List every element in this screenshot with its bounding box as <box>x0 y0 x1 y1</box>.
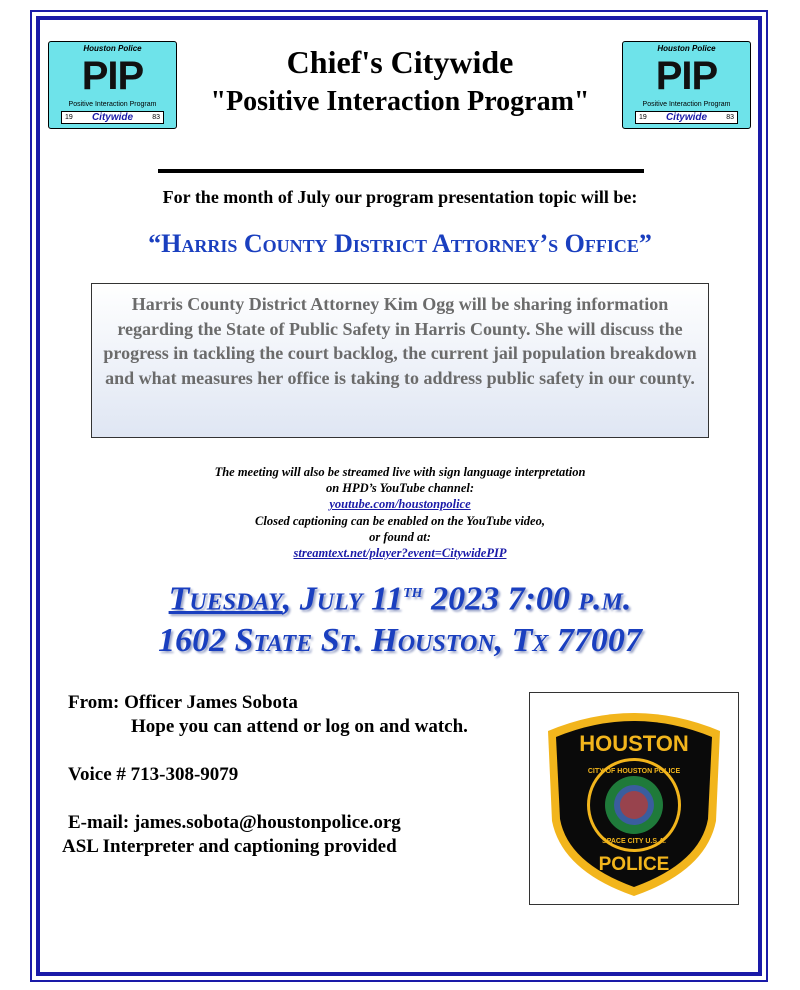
logo-top-text: Houston Police <box>83 44 142 53</box>
logo-banner-text: Citywide <box>91 112 134 123</box>
contact-voice: Voice # 713-308-9079 <box>68 764 239 785</box>
police-badge-frame <box>529 692 739 905</box>
event-date-suffix: th <box>403 580 423 602</box>
stream-info <box>0 464 800 561</box>
divider-rule <box>158 169 644 173</box>
event-address: 1602 State St. Houston, Tx 77007 <box>158 622 642 659</box>
contact-asl: ASL Interpreter and captioning provided <box>62 836 397 857</box>
page-title: Chief's Citywide <box>286 44 514 80</box>
logo-year-right: 83 <box>152 114 160 121</box>
event-date <box>0 580 800 618</box>
stream-line-1: The meeting will also be streamed live with sign language interpretation <box>214 465 586 479</box>
contact-hope: Hope you can attend or log on and watch. <box>131 716 468 737</box>
page-subtitle: "Positive Interaction Program" <box>210 86 590 117</box>
badge-ring-top-text: CITY OF HOUSTON POLICE <box>587 768 681 775</box>
badge-bottom-text: POLICE <box>598 854 670 875</box>
event-date-rest: 2023 7:00 p.m. <box>422 580 632 618</box>
intro-text: For the month of July our program presentation topic will be: <box>162 187 638 207</box>
logo-year-left: 19 <box>65 114 73 121</box>
description-box <box>91 283 709 438</box>
logo-banner-text: Citywide <box>665 112 708 123</box>
event-day: Tuesday <box>168 580 283 618</box>
logo-letters: PIP <box>655 54 718 98</box>
topic-heading: “Harris County District Attorney’s Office” <box>148 229 652 258</box>
logo-top-text: Houston Police <box>657 44 716 53</box>
caption-link[interactable]: streamtext.net/player?event=CitywidePIP <box>293 546 507 561</box>
logo-subtitle: Positive Interaction Program <box>68 101 157 108</box>
stream-line-2: on HPD’s YouTube channel: <box>325 481 475 496</box>
logo-subtitle: Positive Interaction Program <box>642 101 731 108</box>
description-text: Harris County District Attorney Kim Ogg will be sharing information regarding the State of Public Safety in Harris County. She will discuss the progress in tackling the court backlog, the current jail population breakdown and what measures her office is taking to address public safety in our county. <box>103 294 697 388</box>
logo-letters: PIP <box>81 54 144 98</box>
badge-top-text: HOUSTON <box>579 731 689 756</box>
stream-line-3: Closed captioning can be enabled on the YouTube video, <box>255 513 545 528</box>
stream-line-4: or found at: <box>369 529 431 544</box>
contact-from: From: Officer James Sobota <box>68 692 298 713</box>
logo-year-right: 83 <box>726 114 734 121</box>
badge-ring-bottom-text: SPACE CITY U.S.A. <box>602 838 666 845</box>
event-date-main: , July 11 <box>282 580 404 618</box>
contact-email: E-mail: james.sobota@houstonpolice.org <box>68 812 401 833</box>
youtube-link[interactable]: youtube.com/houstonpolice <box>329 497 471 512</box>
police-badge-icon <box>530 693 738 904</box>
logo-year-left: 19 <box>639 114 647 121</box>
